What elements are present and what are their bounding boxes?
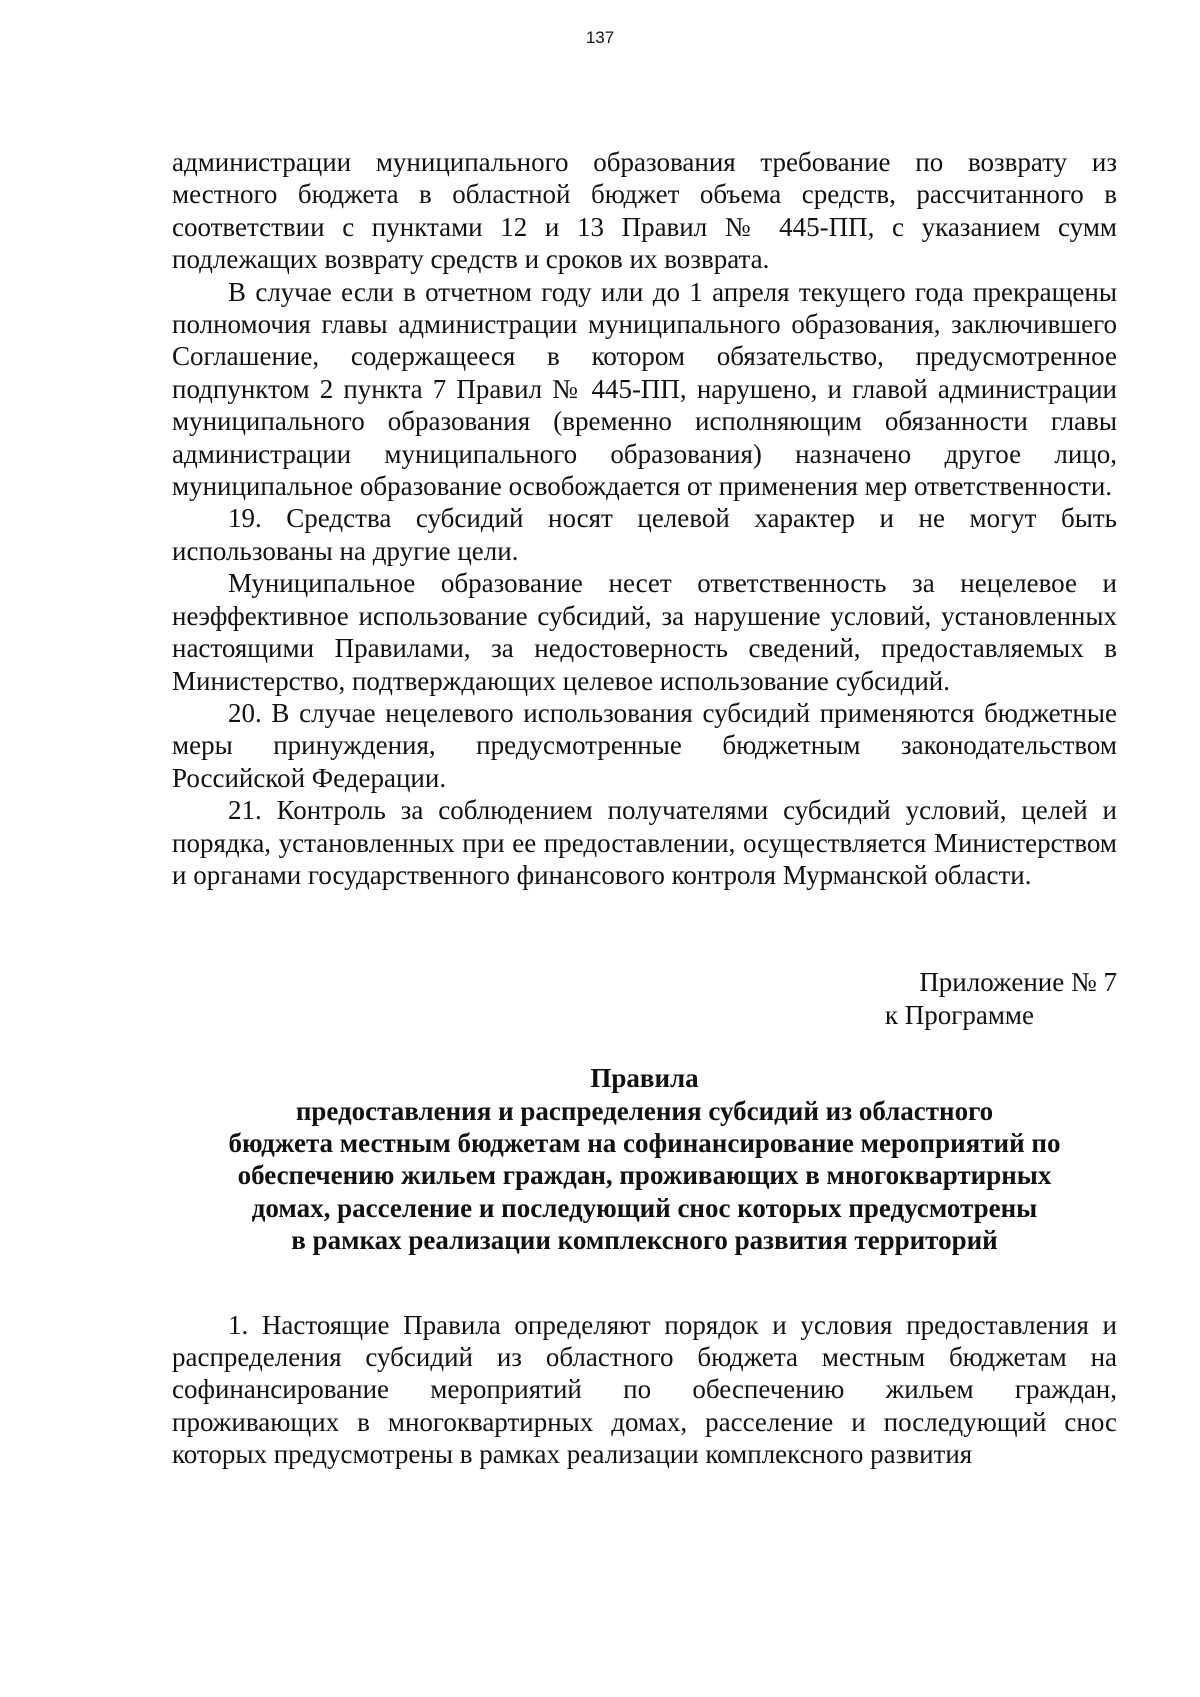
title-line: бюджета местным бюджетам на софинансирование мероприятий по: [228, 1127, 1061, 1158]
appendix-number: Приложение № 7: [919, 967, 1117, 998]
document-title: [172, 1062, 1117, 1256]
title-line: предоставления и распределения субсидий из областного: [295, 1095, 994, 1126]
title-line: домах, расселение и последующий снос которых предусмотрены: [251, 1192, 1038, 1223]
document-body: [172, 146, 1117, 1471]
paragraph-19: 19. Средства субсидий носят целевой характер и не могут быть использованы на другие цели.: [172, 503, 1117, 566]
paragraph-20: 20. В случае нецелевого использования субсидий применяются бюджетные меры принуждения, предусмотренные бюджетным законодательством Российской Федерации.: [172, 697, 1117, 793]
paragraph-continuation: администрации муниципального образования требование по возврату из местного бюджета в областной бюджет объема средств, рассчитанного в соответствии с пунктами 12 и 13 Правил № 445-ПП, с указанием сумм подлежащих возврату средств и сроков их возврата.: [172, 147, 1117, 275]
title-line: обеспечению жильем граждан, проживающих в многоквартирных: [237, 1160, 1052, 1191]
appendix-header: [172, 966, 1117, 1031]
paragraph-responsibility-exemption: В случае если в отчетном году или до 1 апреля текущего года прекращены полномочия главы администрации муниципального образования, заключившего Соглашение, содержащееся в котором обязательство, предусмотренное подпунктом 2 пункта 7 Правил № 445-ПП, нарушено, и главой администрации муниципального образования (временно исполняющим обязанности главы администрации муниципального образования) назначено другое лицо, муниципальное образование освобождается от применения мер ответственности.: [172, 276, 1117, 502]
paragraph-1: 1. Настоящие Правила определяют порядок и условия предоставления и распределения субсидий из областного бюджета местным бюджетам на софинансирование мероприятий по обеспечению жильем граждан, проживающих в многоквартирных домах, расселение и последующий снос которых предусмотрены в рамках реализации комплексного развития: [172, 1309, 1117, 1470]
appendix-reference: к Программе: [884, 999, 1034, 1030]
title-line: в рамках реализации комплексного развития территорий: [291, 1225, 998, 1256]
title-line: Правила: [590, 1063, 699, 1094]
paragraph-21: 21. Контроль за соблюдением получателями субсидий условий, целей и порядка, установленных при ее предоставлении, осуществляется Министерством и органами государственного финансового контроля Мурманской области.: [172, 795, 1117, 890]
page-number: 137: [585, 28, 615, 47]
paragraph-municipal-responsibility: Муниципальное образование несет ответственность за нецелевое и неэффективное использование субсидий, за нарушение условий, установленных настоящими Правилами, за недостоверность сведений, предоставляемых в Министерство, подтверждающих целевое использование субсидий.: [172, 568, 1117, 696]
